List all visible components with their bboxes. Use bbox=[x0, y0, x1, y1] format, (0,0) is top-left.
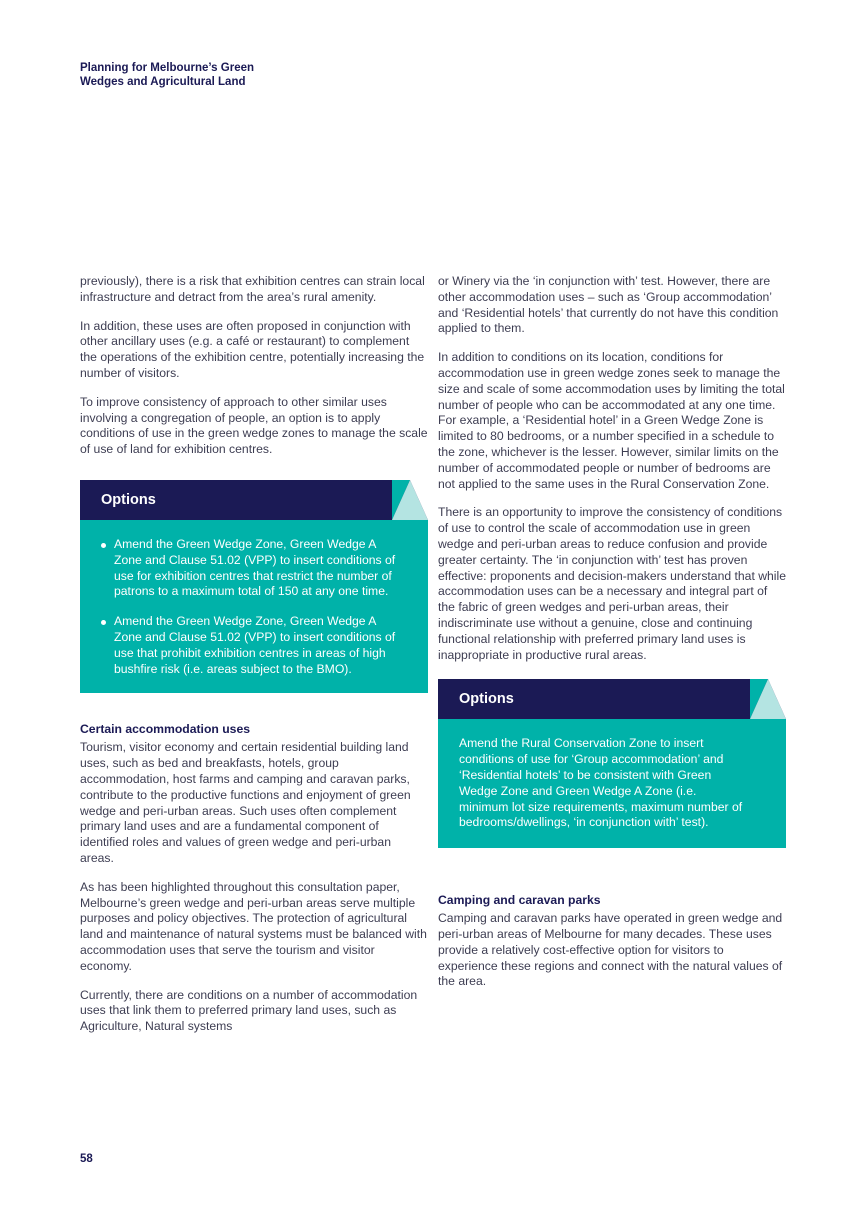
paragraph: Tourism, visitor economy and certain residential building land uses, such as bed and breakfasts, hotels, group accommodation, host farms and camping and caravan parks, contribute to the productive functions and enjoyment of green wedge and peri-urban areas. Such uses often complement primary land uses and are a fundamental component of identified roles and values of green wedge and peri-urban areas. bbox=[80, 740, 411, 865]
options-text: Amend the Rural Conservation Zone to insert conditions of use for ‘Group accommodation’ and ‘Residential hotels’ to be consistent with Green Wedge Zone and Green Wedge A Zone (i.e. minimum lot size requirements, maximum number of bedrooms/dwellings, ‘in conjunction with’ test). bbox=[459, 736, 743, 830]
paragraph: Currently, there are conditions on a number of accommodation uses that link them to preferred primary land uses, such as Agriculture, Natural systems bbox=[80, 987, 418, 1034]
document-header bbox=[80, 61, 340, 89]
section-heading: Certain accommodation uses bbox=[80, 722, 250, 737]
options-title: Options bbox=[459, 691, 514, 708]
paragraph: previously), there is a risk that exhibition centres can strain local infrastructure and detract from the area’s rural amenity. bbox=[80, 274, 425, 304]
options-item: Amend the Green Wedge Zone, Green Wedge A Zone and Clause 51.02 (VPP) to insert conditions of use that prohibit exhibition centres in areas of high bushfire risk (i.e. areas subject to the BMO). bbox=[101, 614, 400, 677]
paragraph: In addition, these uses are often proposed in conjunction with other ancillary uses (e.g. a café or restaurant) to complement the operations of the exhibition centre, potentially increasing the number of visitors. bbox=[80, 318, 425, 380]
corner-triangle-icon bbox=[728, 679, 786, 719]
paragraph: There is an opportunity to improve the consistency of conditions of use to control the scale of accommodation use in green wedge and peri-urban areas to reduce confusion and provide greater certainty. The ‘in conjunction with’ test has proven effective: proponents and decision-makers understand that while accommodation uses can be a necessary and integral part of the fabric of green wedges and peri-urban areas, their indiscriminate use without a genuine, close and continuing functional relationship with preferred primary land uses is inappropriate in productive rural areas. bbox=[438, 505, 787, 662]
options-title: Options bbox=[101, 491, 156, 508]
options-body bbox=[438, 719, 786, 848]
right-column bbox=[438, 274, 786, 1003]
options-box bbox=[438, 679, 786, 848]
options-header bbox=[438, 679, 786, 719]
header-title-line1: Planning for Melbourne’s Green bbox=[80, 62, 255, 74]
paragraph: Camping and caravan parks have operated in green wedge and peri-urban areas of Melbourne for many decades. These uses provide a relatively cost-effective option for visitors to experience these regions and connect with the natural values of the area. bbox=[438, 911, 783, 989]
options-box bbox=[80, 480, 428, 693]
corner-triangle-icon bbox=[370, 480, 428, 520]
paragraph: In addition to conditions on its location, conditions for accommodation use in green wedge zones seek to manage the size and scale of some accommodation uses by limiting the total number of people who can be accommodated at any one time. For example, a ‘Residential hotel’ in a Green Wedge Zone is limited to 80 bedrooms, or a number specified in a schedule to the zone, whichever is the lesser. However, similar limits on the number of accommodated people or number of bedrooms are not applied to the same uses in the Rural Conservation Zone. bbox=[438, 350, 785, 491]
section-heading: Camping and caravan parks bbox=[438, 893, 601, 908]
header-title-line2: Wedges and Agricultural Land bbox=[80, 76, 246, 88]
left-column bbox=[80, 274, 428, 1048]
paragraph: or Winery via the ‘in conjunction with’ test. However, there are other accommodation uses – such as ‘Group accommodation’ and ‘Residential hotels’ that currently do not have this condition applied to them. bbox=[438, 274, 779, 336]
page-number: 58 bbox=[80, 1153, 93, 1165]
options-header bbox=[80, 480, 428, 520]
options-body bbox=[80, 520, 428, 693]
options-item: Amend the Green Wedge Zone, Green Wedge A Zone and Clause 51.02 (VPP) to insert conditions of use for exhibition centres that restrict the number of patrons to a maximum total of 150 at any one time. bbox=[101, 537, 400, 600]
paragraph: As has been highlighted throughout this consultation paper, Melbourne’s green wedge and peri-urban areas serve multiple purposes and policy objectives. The protection of agricultural land and maintenance of natural systems must be balanced with accommodation uses that serve the tourism and visitor economy. bbox=[80, 879, 427, 973]
paragraph: To improve consistency of approach to other similar uses involving a congregation of people, an option is to apply conditions of use in the green wedge zones to manage the scale of use of land for exhibition centres. bbox=[80, 394, 428, 457]
